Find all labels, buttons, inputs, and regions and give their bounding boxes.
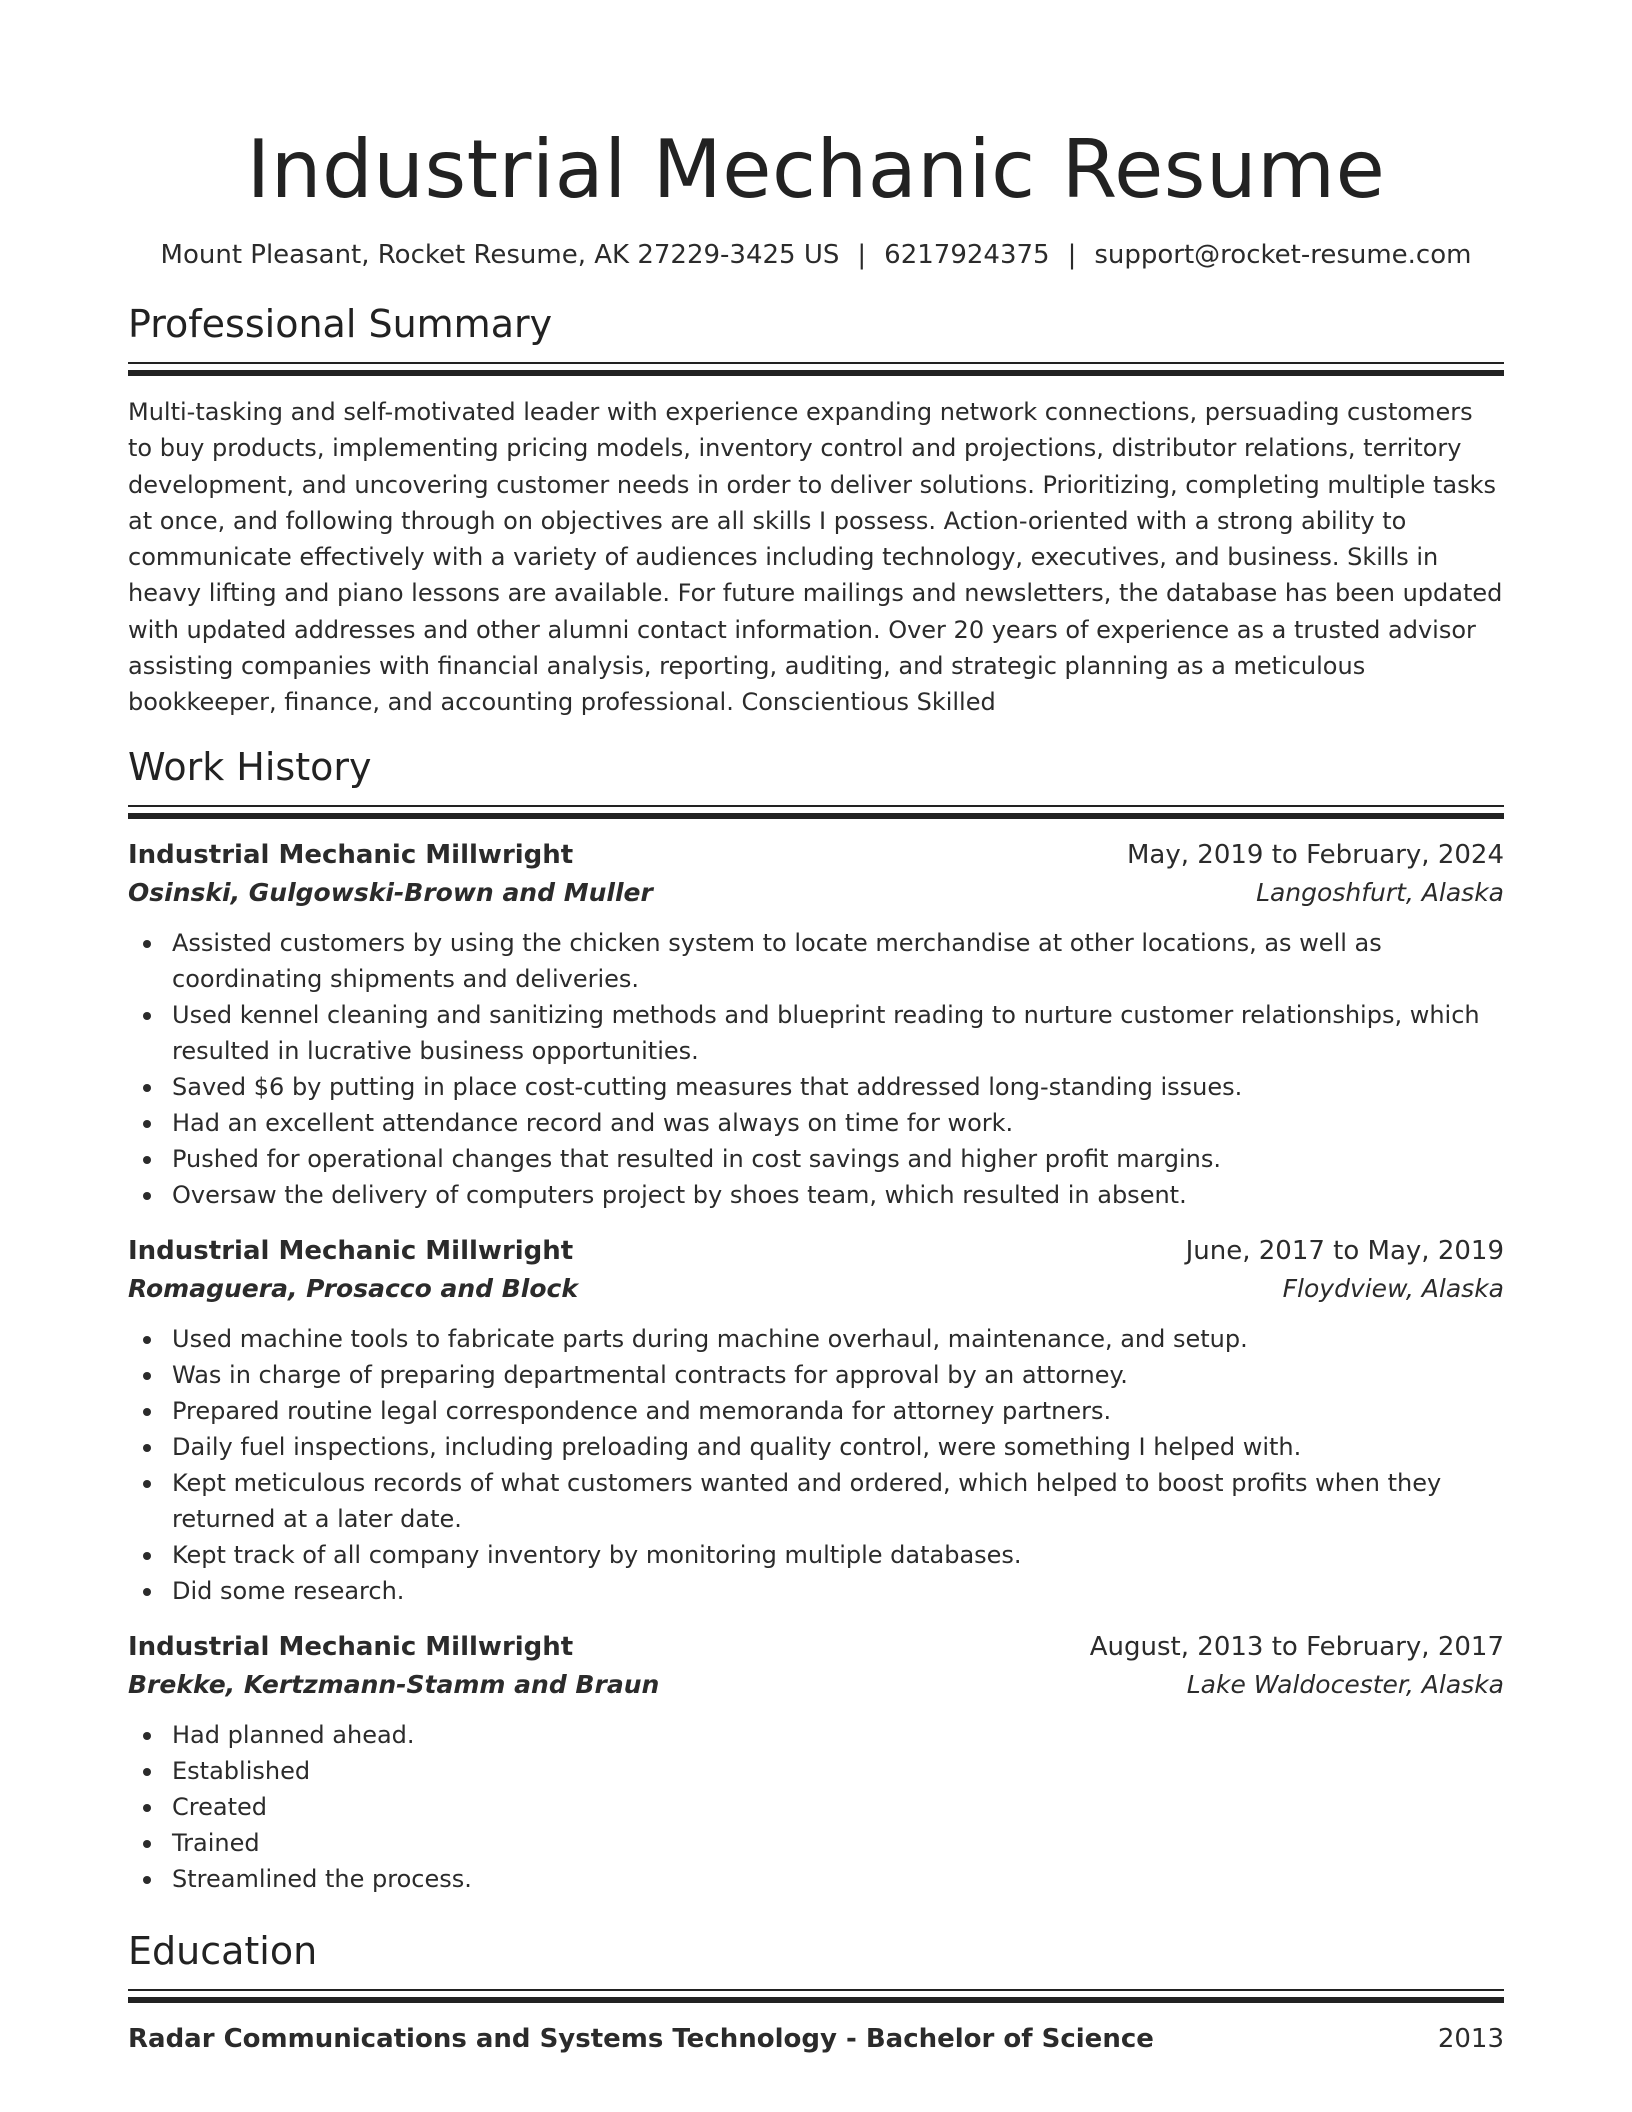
section-divider (128, 805, 1504, 807)
job-dates: June, 2017 to May, 2019 (1185, 1235, 1504, 1266)
job-title: Industrial Mechanic Millwright (128, 1631, 574, 1662)
resume-title: Industrial Mechanic Resume (246, 123, 1386, 216)
job-location: Lake Waldocester, Alaska (1186, 1669, 1504, 1699)
job-bullet: Trained (172, 1825, 1504, 1861)
job-bullet: Used machine tools to fabricate parts during machine overhaul, maintenance, and setup. (172, 1321, 1504, 1357)
job-bullet: Had an excellent attendance record and was always on time for work. (172, 1105, 1504, 1141)
contact-line (128, 238, 1504, 272)
job-dates: August, 2013 to February, 2017 (1089, 1631, 1504, 1662)
jobs-list (128, 837, 1504, 1897)
job-location: Langoshfurt, Alaska (1256, 877, 1504, 907)
job-location: Floydview, Alaska (1282, 1273, 1504, 1303)
job-bullet: Was in charge of preparing departmental contracts for approval by an attorney. (172, 1357, 1504, 1393)
job-entry (128, 837, 1504, 1213)
job-company: Romaguera, Prosacco and Block (128, 1273, 578, 1303)
job-bullet: Kept track of all company inventory by monitoring multiple databases. (172, 1537, 1504, 1573)
job-title: Industrial Mechanic Millwright (128, 1235, 574, 1266)
education-entry (128, 2021, 1504, 2057)
job-entry (128, 1233, 1504, 1609)
section-heading-education: Education (128, 1928, 318, 1973)
job-bullet: Prepared routine legal correspondence and memoranda for attorney partners. (172, 1393, 1504, 1429)
job-company-row (128, 1269, 1504, 1309)
contact-separator: | (1067, 240, 1077, 270)
job-bullet: Used kennel cleaning and sanitizing methods and blueprint reading to nurture customer relationships, which resulted in lucrative business opportunities. (172, 997, 1504, 1069)
job-bullet-list (128, 1321, 1504, 1609)
resume-page (128, 0, 1504, 2057)
education-degree: Radar Communications and Systems Technology - Bachelor of Science (128, 2023, 1154, 2054)
job-title: Industrial Mechanic Millwright (128, 839, 574, 870)
summary-paragraph: Multi-tasking and self-motivated leader with experience expanding network connections, persuading customers to buy products, implementing pricing models, inventory control and projections, distributor relations, territory development, and uncovering customer needs in order to deliver solutions. Prioritizing, completing multiple tasks at once, and following through on objectives are all skills I possess. Action-oriented with a strong ability to communicate effectively with a variety of audiences including technology, executives, and business. Skills in heavy lifting and piano lessons are available. For future mailings and newsletters, the database has been updated with updated addresses and other alumni contact information. Over 20 years of experience as a trusted advisor assisting companies with financial analysis, reporting, auditing, and strategic planning as a meticulous bookkeeper, finance, and accounting professional. Conscientious Skilled (128, 398, 1503, 717)
section-heading-summary: Professional Summary (128, 302, 553, 346)
job-header-row (128, 1233, 1504, 1269)
education-section (128, 1927, 1504, 2057)
job-bullet: Pushed for operational changes that resulted in cost savings and higher profit margins. (172, 1141, 1504, 1177)
professional-summary-section (128, 300, 1504, 721)
job-bullet: Created (172, 1789, 1504, 1825)
education-year: 2013 (1437, 2023, 1504, 2054)
job-company: Brekke, Kertzmann-Stamm and Braun (128, 1669, 660, 1699)
job-bullet-list (128, 1717, 1504, 1897)
education-list (128, 2021, 1504, 2057)
job-header-row (128, 1629, 1504, 1665)
job-bullet: Streamlined the process. (172, 1861, 1504, 1897)
job-company-row (128, 873, 1504, 913)
job-bullet: Daily fuel inspections, including preloading and quality control, were something I helped with. (172, 1429, 1504, 1465)
contact-address: Mount Pleasant, Rocket Resume, AK 27229-3425 US (160, 240, 840, 270)
job-bullet: Did some research. (172, 1573, 1504, 1609)
job-bullet: Had planned ahead. (172, 1717, 1504, 1753)
work-history-section (128, 743, 1504, 1897)
job-bullet: Saved $6 by putting in place cost-cutting measures that addressed long-standing issues. (172, 1069, 1504, 1105)
job-company: Osinski, Gulgowski-Brown and Muller (128, 877, 653, 907)
section-divider (128, 1989, 1504, 1991)
job-bullet: Kept meticulous records of what customers wanted and ordered, which helped to boost profits when they returned at a later date. (172, 1465, 1504, 1537)
job-entry (128, 1629, 1504, 1897)
contact-email: support@rocket-resume.com (1094, 240, 1472, 270)
job-bullet: Oversaw the delivery of computers project by shoes team, which resulted in absent. (172, 1177, 1504, 1213)
section-divider (128, 362, 1504, 364)
job-dates: May, 2019 to February, 2024 (1127, 839, 1504, 870)
job-header-row (128, 837, 1504, 873)
contact-phone: 6217924375 (884, 240, 1050, 270)
job-bullet: Established (172, 1753, 1504, 1789)
job-bullet-list (128, 925, 1504, 1213)
job-company-row (128, 1665, 1504, 1705)
contact-separator: | (857, 240, 867, 270)
section-heading-work: Work History (128, 744, 372, 789)
job-bullet: Assisted customers by using the chicken system to locate merchandise at other locations, as well as coordinating shipments and deliveries. (172, 925, 1504, 997)
